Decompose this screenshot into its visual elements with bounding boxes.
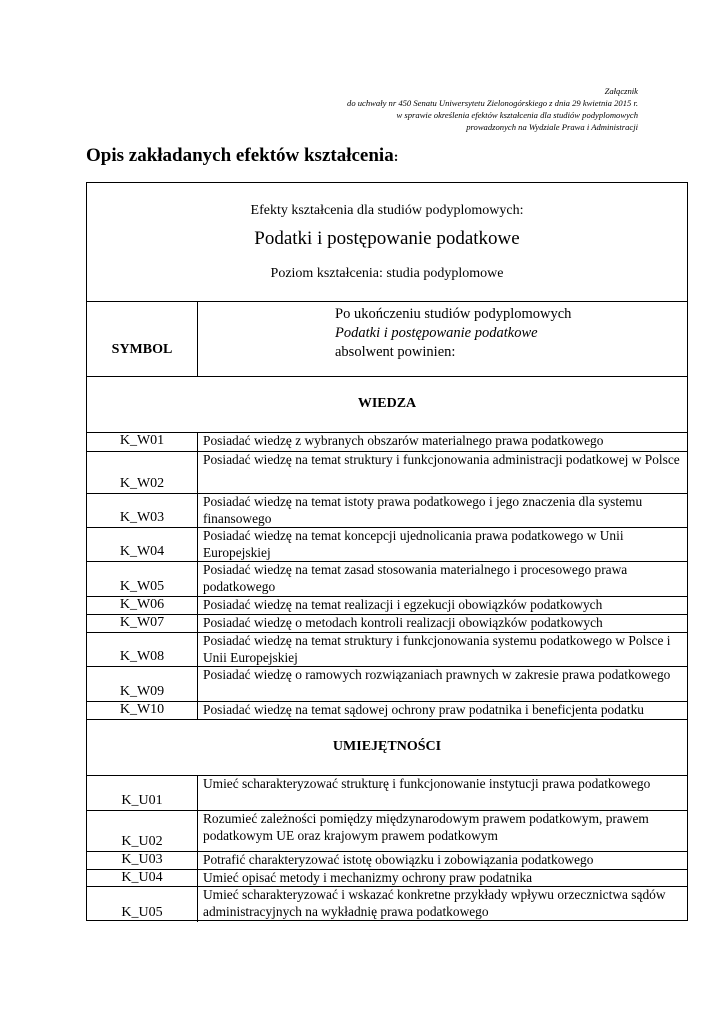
outcome-symbol: K_U01	[121, 793, 163, 808]
description-header	[335, 305, 571, 362]
divider	[197, 666, 198, 701]
outcome-description: Umieć scharakteryzować strukturę i funkcjonowanie instytucji prawa podatkowego	[203, 776, 651, 791]
outcome-description: Posiadać wiedzę o metodach kontroli realizacji obowiązków podatkowych	[203, 615, 603, 630]
divider	[87, 301, 687, 302]
annex-line-4: prowadzonych na Wydziale Prawa i Administracji	[466, 122, 638, 132]
annex-line-2: do uchwały nr 450 Senatu Uniwersytetu Zielonogórskiego z dnia 29 kwietnia 2015 r.	[347, 98, 638, 108]
outcome-symbol: K_U04	[121, 870, 163, 885]
divider	[197, 432, 198, 451]
divider	[87, 376, 687, 377]
outcome-symbol: K_W06	[119, 597, 165, 612]
outcome-symbol: K_W07	[119, 615, 165, 630]
divider	[197, 302, 198, 376]
divider	[197, 701, 198, 719]
outcome-symbol: K_U03	[121, 852, 163, 867]
outcome-symbol: K_W03	[119, 510, 165, 525]
outcome-symbol: K_W10	[119, 702, 165, 717]
annex-note	[218, 85, 638, 133]
outcome-description: Posiadać wiedzę na temat sądowej ochrony praw podatnika i beneficjenta podatku	[203, 702, 644, 717]
divider	[197, 614, 198, 632]
outcome-symbol: K_W08	[119, 649, 165, 664]
outcome-description: Posiadać wiedzę z wybranych obszarów materialnego prawa podatkowego	[203, 433, 604, 448]
learning-outcomes-table	[86, 182, 688, 921]
divider	[197, 775, 198, 810]
outcome-symbol: K_U05	[121, 905, 163, 920]
divider	[197, 451, 198, 493]
level-line: Poziom kształcenia: studia podyplomowe	[270, 266, 504, 281]
divider	[197, 561, 198, 596]
description-header-program: Podatki i postępowanie podatkowe	[335, 325, 538, 341]
annex-line-3: w sprawie określenia efektów kształcenia dla studiów podyplomowych	[396, 110, 638, 120]
description-header-line-3: absolwent powinien:	[335, 344, 456, 360]
outcome-description: Posiadać wiedzę na temat struktury i funkcjonowania systemu podatkowego w Polsce i Unii Europejskiej	[203, 633, 671, 665]
outcome-symbol: K_W05	[119, 579, 165, 594]
divider	[197, 886, 198, 922]
outcome-description: Posiadać wiedzę na temat koncepcji ujednolicania prawa podatkowego w Unii Europejskiej	[203, 528, 624, 560]
program-title: Podatki i postępowanie podatkowe	[254, 228, 520, 249]
page-title	[86, 145, 398, 167]
divider	[87, 719, 687, 720]
divider	[197, 869, 198, 886]
divider	[197, 851, 198, 869]
outcome-description: Posiadać wiedzę na temat istoty prawa podatkowego i jego znaczenia dla systemu finansowego	[203, 494, 643, 526]
section-heading-skills: UMIEJĘTNOŚCI	[332, 739, 442, 754]
outcome-description: Umieć opisać metody i mechanizmy ochrony praw podatnika	[203, 870, 533, 885]
outcome-description: Potrafić charakteryzować istotę obowiązku i zobowiązania podatkowego	[203, 852, 594, 867]
outcome-symbol: K_W09	[119, 684, 165, 699]
outcome-symbol: K_W04	[119, 544, 165, 559]
divider	[197, 493, 198, 527]
description-header-line-1: Po ukończeniu studiów podyplomowych	[335, 306, 572, 322]
outcome-symbol: K_U02	[121, 834, 163, 849]
divider	[197, 596, 198, 614]
outcome-description: Posiadać wiedzę na temat zasad stosowania materialnego i procesowego prawa podatkowego	[203, 562, 628, 594]
outcome-symbol: K_W02	[119, 476, 165, 491]
outcome-description: Posiadać wiedzę o ramowych rozwiązaniach prawnych w zakresie prawa podatkowego	[203, 667, 671, 682]
outcome-description: Umieć scharakteryzować i wskazać konkretne przykłady wpływu orzecznictwa sądów administracyjnych na wykładnię prawa podatkowego	[203, 887, 666, 919]
divider	[197, 527, 198, 561]
page-title-suffix: :	[393, 150, 399, 165]
divider	[197, 810, 198, 851]
section-heading-knowledge: WIEDZA	[357, 396, 417, 411]
outcome-description: Rozumieć zależności pomiędzy międzynarodowym prawem podatkowym, prawem podatkowym UE oraz krajowym prawem podatkowym	[203, 811, 649, 843]
outcome-description: Posiadać wiedzę na temat realizacji i egzekucji obowiązków podatkowych	[203, 597, 603, 612]
header-line: Efekty kształcenia dla studiów podyplomowych:	[250, 203, 524, 218]
page-title-text: Opis zakładanych efektów kształcenia	[86, 145, 394, 166]
outcome-description: Posiadać wiedzę na temat struktury i funkcjonowania administracji podatkowej w Polsce	[203, 452, 680, 467]
divider	[197, 632, 198, 666]
outcome-symbol: K_W01	[119, 433, 165, 448]
symbol-header: SYMBOL	[111, 342, 173, 357]
annex-line-1: Załącznik	[604, 86, 638, 96]
